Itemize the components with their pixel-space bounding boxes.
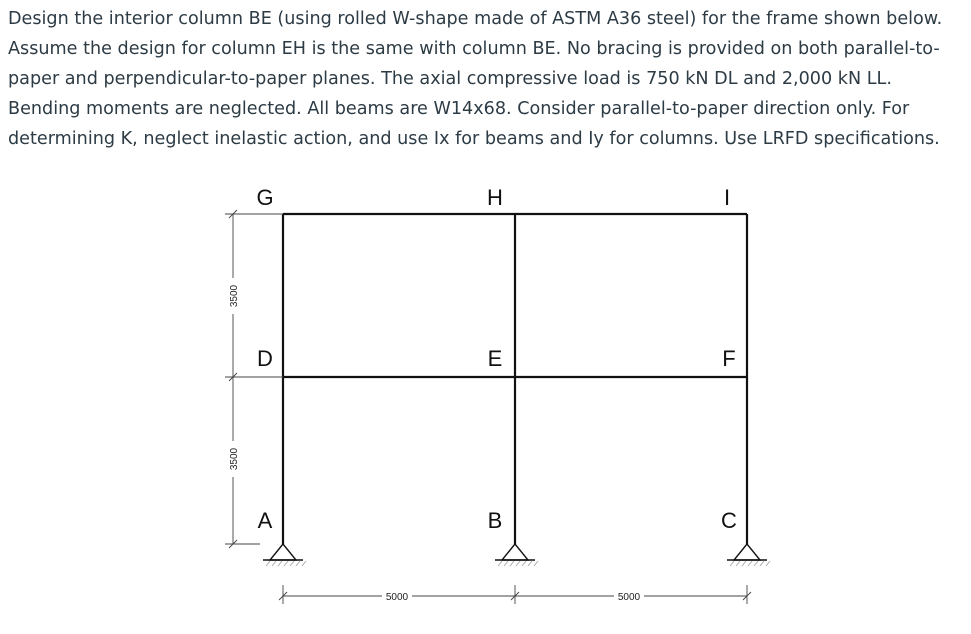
node-label-c: C (721, 508, 737, 533)
node-label-g: G (256, 185, 274, 210)
node-label-d: D (257, 346, 273, 371)
pin-support-b (495, 544, 538, 566)
pin-support-c (727, 544, 770, 566)
pin-support-a (263, 544, 306, 566)
node-label-b: B (487, 508, 503, 533)
frame-members (283, 214, 747, 544)
dimension-bay-right: 5000 (617, 592, 641, 603)
problem-statement: Design the interior column BE (using rolled W-shape made of ASTM A36 steel) for the frame shown below. Assume the design for column EH is the same with column BE. No bracing is provided on both parallel-to-paper and perpendicular-to-paper planes. The axial compressive load is 750 kN DL and 2,000 kN LL. Bending moments are neglected. All beams are W14x68. Consider parallel-to-paper direction only. For determining K, neglect inelastic action, and use Ix for beams and Iy for columns. Use LRFD specifications. (8, 9, 943, 149)
node-label-i: I (723, 185, 731, 210)
node-label-f: F (722, 346, 736, 371)
node-label-a: A (257, 508, 273, 533)
dimension-story-lower: 3500 (229, 447, 240, 471)
vertical-dimension (225, 210, 283, 548)
node-label-h: H (487, 185, 503, 210)
node-label-e: E (487, 346, 503, 371)
horizontal-dimension (279, 585, 751, 604)
dimension-story-upper: 3500 (229, 284, 240, 308)
dimension-bay-left: 5000 (385, 592, 409, 603)
